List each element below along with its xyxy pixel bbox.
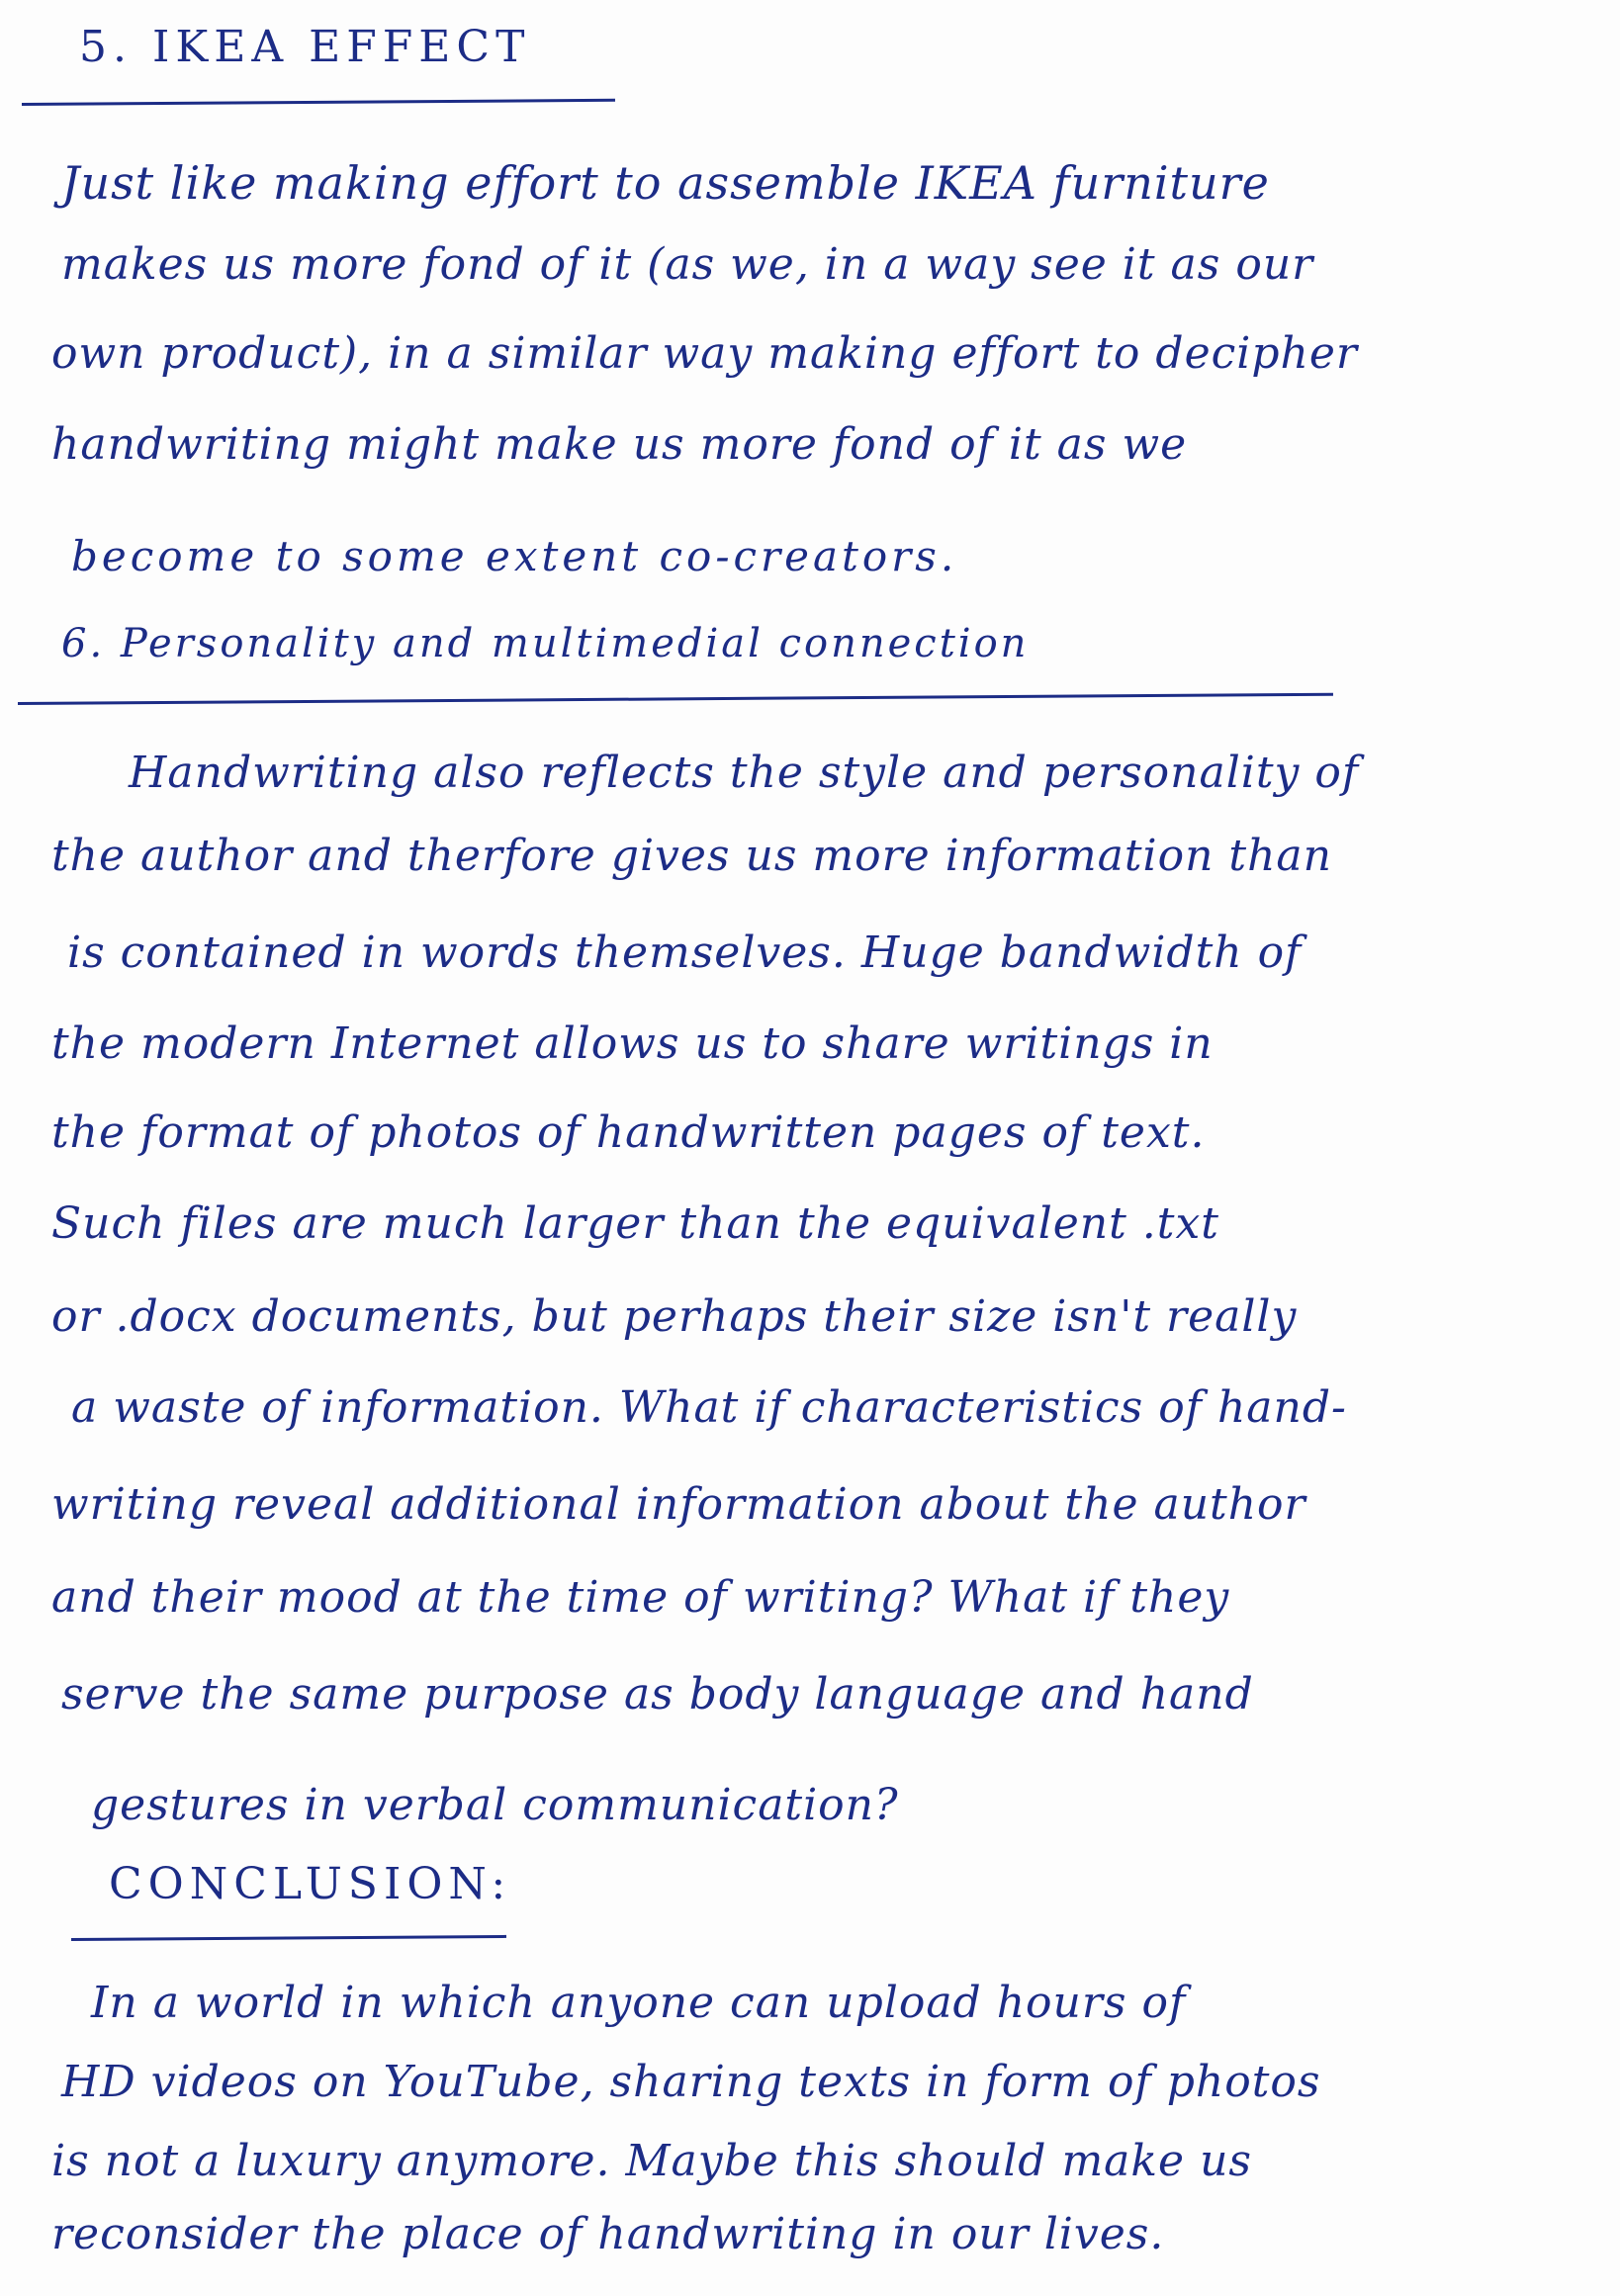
- conclusion-line-4: reconsider the place of handwriting in our lives.: [51, 2209, 1165, 2259]
- section-5-line-4: handwriting might make us more fond of it as we: [51, 419, 1188, 470]
- section-6-line-9: writing reveal additional information about the author: [51, 1479, 1306, 1530]
- section-5-line-3: own product), in a similar way making effort to decipher: [51, 328, 1358, 379]
- section-6-line-3: is contained in words themselves. Huge bandwidth of: [67, 927, 1303, 978]
- section-6-line-2: the author and therfore gives us more information than: [51, 831, 1333, 881]
- section-6-line-5: the format of photos of handwritten pages of text.: [51, 1107, 1206, 1158]
- section-5-line-1: Just like making effort to assemble IKEA furniture: [61, 156, 1270, 210]
- section-6-line-8: a waste of information. What if characteristics of hand-: [71, 1382, 1347, 1433]
- section-6-line-4: the modern Internet allows us to share writings in: [51, 1018, 1214, 1069]
- conclusion-line-3: is not a luxury anymore. Maybe this should make us: [51, 2136, 1253, 2186]
- section-6-line-1: Handwriting also reflects the style and personality of: [129, 748, 1360, 798]
- section-6-line-6: Such files are much larger than the equivalent .txt: [51, 1198, 1219, 1249]
- conclusion-heading: CONCLUSION:: [109, 1859, 512, 1909]
- section-5-underline: [22, 99, 615, 106]
- section-6-line-7: or .docx documents, but perhaps their size isn't really: [51, 1291, 1298, 1342]
- conclusion-line-2: HD videos on YouTube, sharing texts in form of photos: [61, 2057, 1321, 2107]
- section-6-line-10: and their mood at the time of writing? What if they: [51, 1572, 1230, 1623]
- section-5-line-2: makes us more fond of it (as we, in a way see it as our: [61, 239, 1314, 290]
- section-6-underline: [18, 693, 1333, 705]
- section-6-heading: 6. Personality and multimedial connection: [61, 621, 1030, 666]
- section-6-line-12: gestures in verbal communication?: [91, 1780, 899, 1830]
- section-6-line-11: serve the same purpose as body language and hand: [61, 1669, 1254, 1720]
- conclusion-line-1: In a world in which anyone can upload hours of: [91, 1978, 1187, 2028]
- section-5-line-5: become to some extent co-creators.: [71, 532, 958, 580]
- section-5-heading: 5. IKEA EFFECT: [79, 22, 531, 72]
- conclusion-underline: [71, 1935, 506, 1941]
